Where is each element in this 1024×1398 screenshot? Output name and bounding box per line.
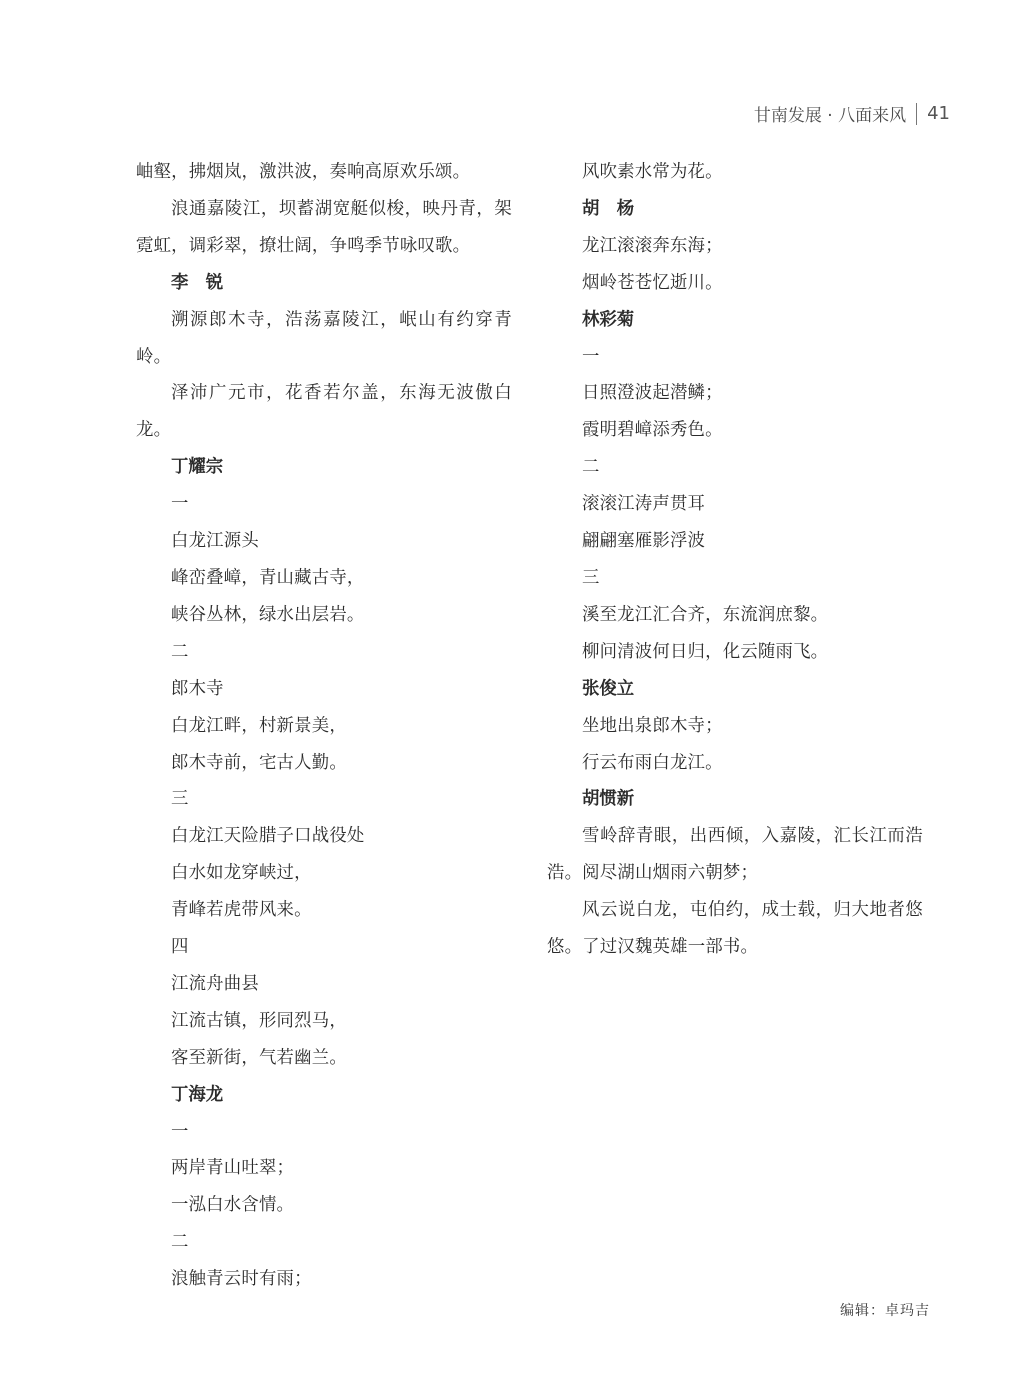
section-title: 甘南发展 · 八面来风: [753, 106, 907, 126]
verse-line: 一: [582, 346, 600, 367]
verse-line: 雪岭辞青眼，出西倾，入嘉陵，汇长江而浩浩。阅尽湖山烟雨六朝梦；: [547, 826, 923, 884]
verse-line: 江流舟曲县: [171, 973, 259, 994]
verse-line: 峰峦叠嶂，青山藏古寺，: [171, 567, 365, 588]
verse-line: 客至新街，气若幽兰。: [171, 1047, 347, 1068]
verse-line: 峡谷丛林，绿水出层岩。: [171, 604, 365, 625]
verse-line: 烟岭苍苍忆逝川。: [582, 272, 723, 293]
running-header: [754, 101, 950, 126]
verse-line: 江流古镇，形同烈马，: [171, 1010, 347, 1031]
verse-line: 翩翩塞雁影浮波: [582, 531, 706, 552]
verse-line: 溪至龙江汇合齐，东流润庶黎。: [582, 604, 829, 625]
verse-line: 三: [171, 789, 189, 810]
verse-line: 一: [171, 494, 189, 515]
verse-line: 坐地出泉郎木寺；: [582, 715, 723, 736]
verse-line: 浪通嘉陵江，坝蓄湖宽艇似梭，映丹青，架霓虹，调彩翠，撩壮阔，争鸣季节咏叹歌。: [136, 198, 512, 256]
author-name: 丁海龙: [171, 1084, 224, 1105]
page-number: 41: [927, 103, 950, 124]
header-divider: [916, 103, 917, 125]
verse-line: 一: [171, 1121, 189, 1142]
verse-line: 溯源郎木寺，浩荡嘉陵江，岷山有约穿青岭。: [136, 309, 512, 367]
author-name: 胡 杨: [582, 198, 635, 219]
author-name: 丁耀宗: [171, 457, 224, 478]
verse-line: 白龙江天险腊子口战役处: [171, 826, 365, 847]
verse-line: 龙江滚滚奔东海；: [582, 235, 723, 256]
verse-line: 白龙江源头: [171, 531, 259, 552]
editor-credit: 编辑：卓玛吉: [840, 1303, 930, 1319]
verse-line: 泽沛广元市，花香若尔盖，东海无波傲白龙。: [136, 383, 512, 441]
verse-line: 二: [171, 641, 189, 662]
author-name: 胡惯新: [582, 789, 635, 810]
author-name: 李 锐: [171, 272, 224, 293]
verse-line: 二: [582, 457, 600, 478]
left-column: [136, 154, 512, 1298]
verse-line: 白水如龙穿峡过，: [171, 863, 312, 884]
verse-line: 岫壑，拂烟岚，激洪波，奏响高原欢乐颂。: [136, 162, 471, 182]
verse-line: 霞明碧嶂添秀色。: [582, 420, 723, 441]
verse-line: 郎木寺前，宅古人勤。: [171, 752, 347, 773]
verse-line: 滚滚江涛声贯耳: [582, 494, 706, 515]
verse-line: 郎木寺: [171, 678, 224, 699]
author-name: 张俊立: [582, 678, 635, 699]
verse-line: 行云布雨白龙江。: [582, 752, 723, 773]
verse-line: 浪触青云时有雨；: [171, 1269, 312, 1290]
verse-line: 柳问清波何日归，化云随雨飞。: [582, 641, 829, 662]
author-name: 林彩菊: [582, 309, 635, 330]
verse-line: 风云说白龙，屯伯约，成士载，归大地者悠悠。了过汉魏英雄一部书。: [547, 900, 923, 958]
right-column: [547, 154, 923, 966]
verse-line: 青峰若虎带风来。: [171, 900, 312, 921]
verse-line: 日照澄波起潜鳞；: [582, 383, 723, 404]
verse-line: 三: [582, 567, 600, 588]
verse-line: 二: [171, 1232, 189, 1253]
verse-line: 风吹素水常为花。: [582, 162, 723, 182]
verse-line: 白龙江畔，村新景美，: [171, 715, 347, 736]
verse-line: 两岸青山吐翠；: [171, 1158, 295, 1179]
verse-line: 四: [171, 937, 189, 958]
verse-line: 一泓白水含情。: [171, 1195, 295, 1216]
